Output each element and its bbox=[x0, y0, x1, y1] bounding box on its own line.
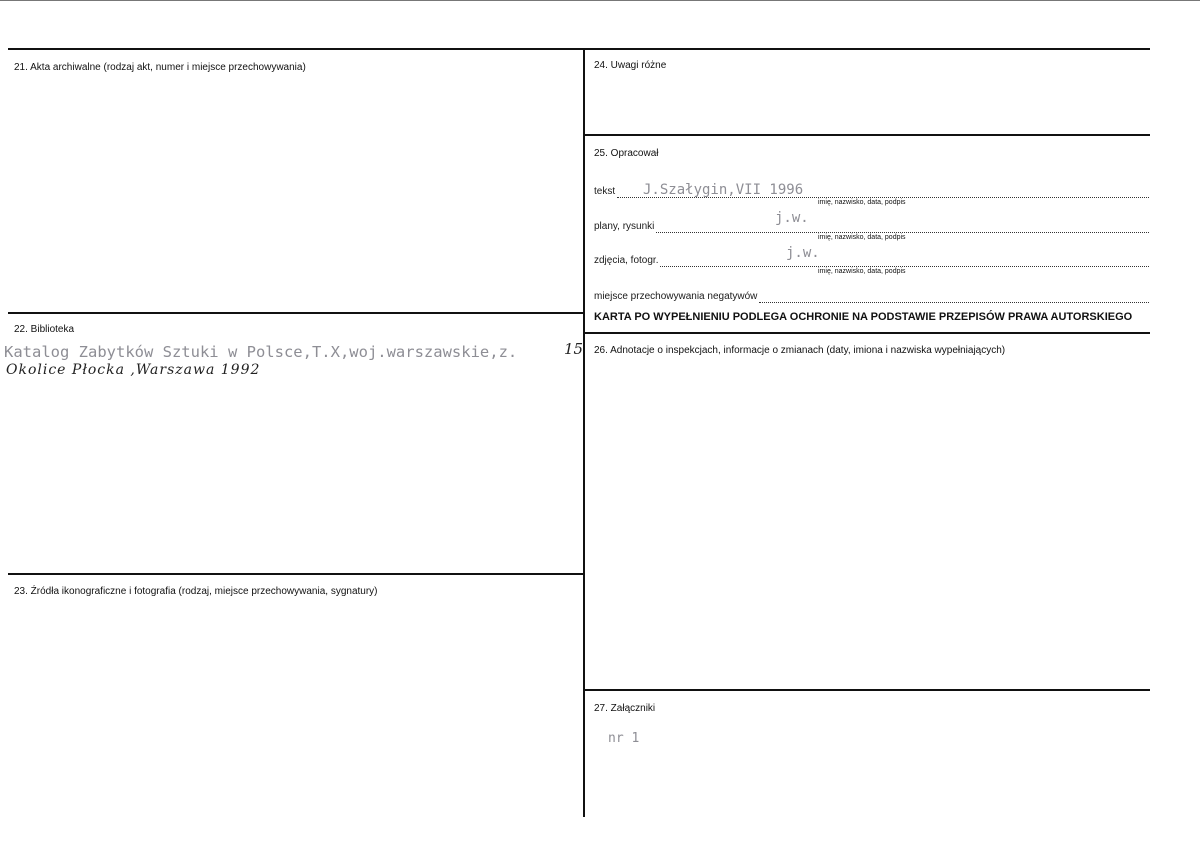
plany-sublabel: imię, nazwisko, data, podpis bbox=[818, 234, 906, 241]
biblioteka-handwritten-number: 15 bbox=[564, 340, 584, 358]
top-rule bbox=[8, 48, 1150, 50]
negatywy-row bbox=[594, 291, 1149, 303]
section-26-label: 26. Adnotacje o inspekcjach, informacje o zmianach (daty, imiona i nazwiska wypełniających) bbox=[594, 345, 1006, 356]
plany-row bbox=[594, 221, 1149, 233]
zalaczniki-value: nr 1 bbox=[608, 731, 640, 746]
rule-25 bbox=[584, 134, 1150, 136]
section-21-label: 21. Akta archiwalne (rodzaj akt, numer i miejsce przechowywania) bbox=[14, 62, 306, 73]
zdjecia-row bbox=[594, 255, 1149, 267]
rule-23 bbox=[8, 573, 585, 575]
negatywy-dotted-line bbox=[759, 293, 1149, 303]
plany-label: plany, rysunki bbox=[594, 221, 655, 232]
biblioteka-typed-entry: Katalog Zabytków Sztuki w Polsce,T.X,woj.warszawskie,z. bbox=[4, 343, 518, 361]
page-top-edge bbox=[0, 0, 1200, 1]
biblioteka-handwritten-line: Okolice Płocka ,Warszawa 1992 bbox=[6, 362, 261, 378]
plany-dotted-line bbox=[656, 223, 1149, 233]
center-divider bbox=[583, 49, 585, 817]
negatywy-label: miejsce przechowywania negatywów bbox=[594, 291, 758, 302]
section-24-label: 24. Uwagi różne bbox=[594, 60, 667, 71]
section-27-label: 27. Załączniki bbox=[594, 703, 656, 714]
zdjecia-dotted-line bbox=[660, 257, 1149, 267]
tekst-label: tekst bbox=[594, 186, 616, 197]
zdjecia-label: zdjęcia, fotogr. bbox=[594, 255, 659, 266]
zdjecia-value: j.w. bbox=[786, 245, 820, 261]
tekst-sublabel: imię, nazwisko, data, podpis bbox=[818, 199, 906, 206]
zdjecia-sublabel: imię, nazwisko, data, podpis bbox=[818, 268, 906, 275]
copyright-warning: KARTA PO WYPEŁNIENIU PODLEGA OCHRONIE NA PODSTAWIE PRZEPISÓW PRAWA AUTORSKIEGO bbox=[594, 311, 1133, 323]
plany-value: j.w. bbox=[775, 210, 809, 226]
section-22-label: 22. Biblioteka bbox=[14, 324, 75, 335]
section-23-label: 23. Źródła ikonograficzne i fotografia (rodzaj, miejsce przechowywania, sygnatury) bbox=[14, 586, 378, 597]
rule-22 bbox=[8, 312, 585, 314]
rule-26 bbox=[584, 332, 1150, 334]
section-25-label: 25. Opracował bbox=[594, 148, 659, 159]
rule-27 bbox=[584, 689, 1150, 691]
tekst-value: J.Szałygin,VII 1996 bbox=[643, 182, 804, 198]
